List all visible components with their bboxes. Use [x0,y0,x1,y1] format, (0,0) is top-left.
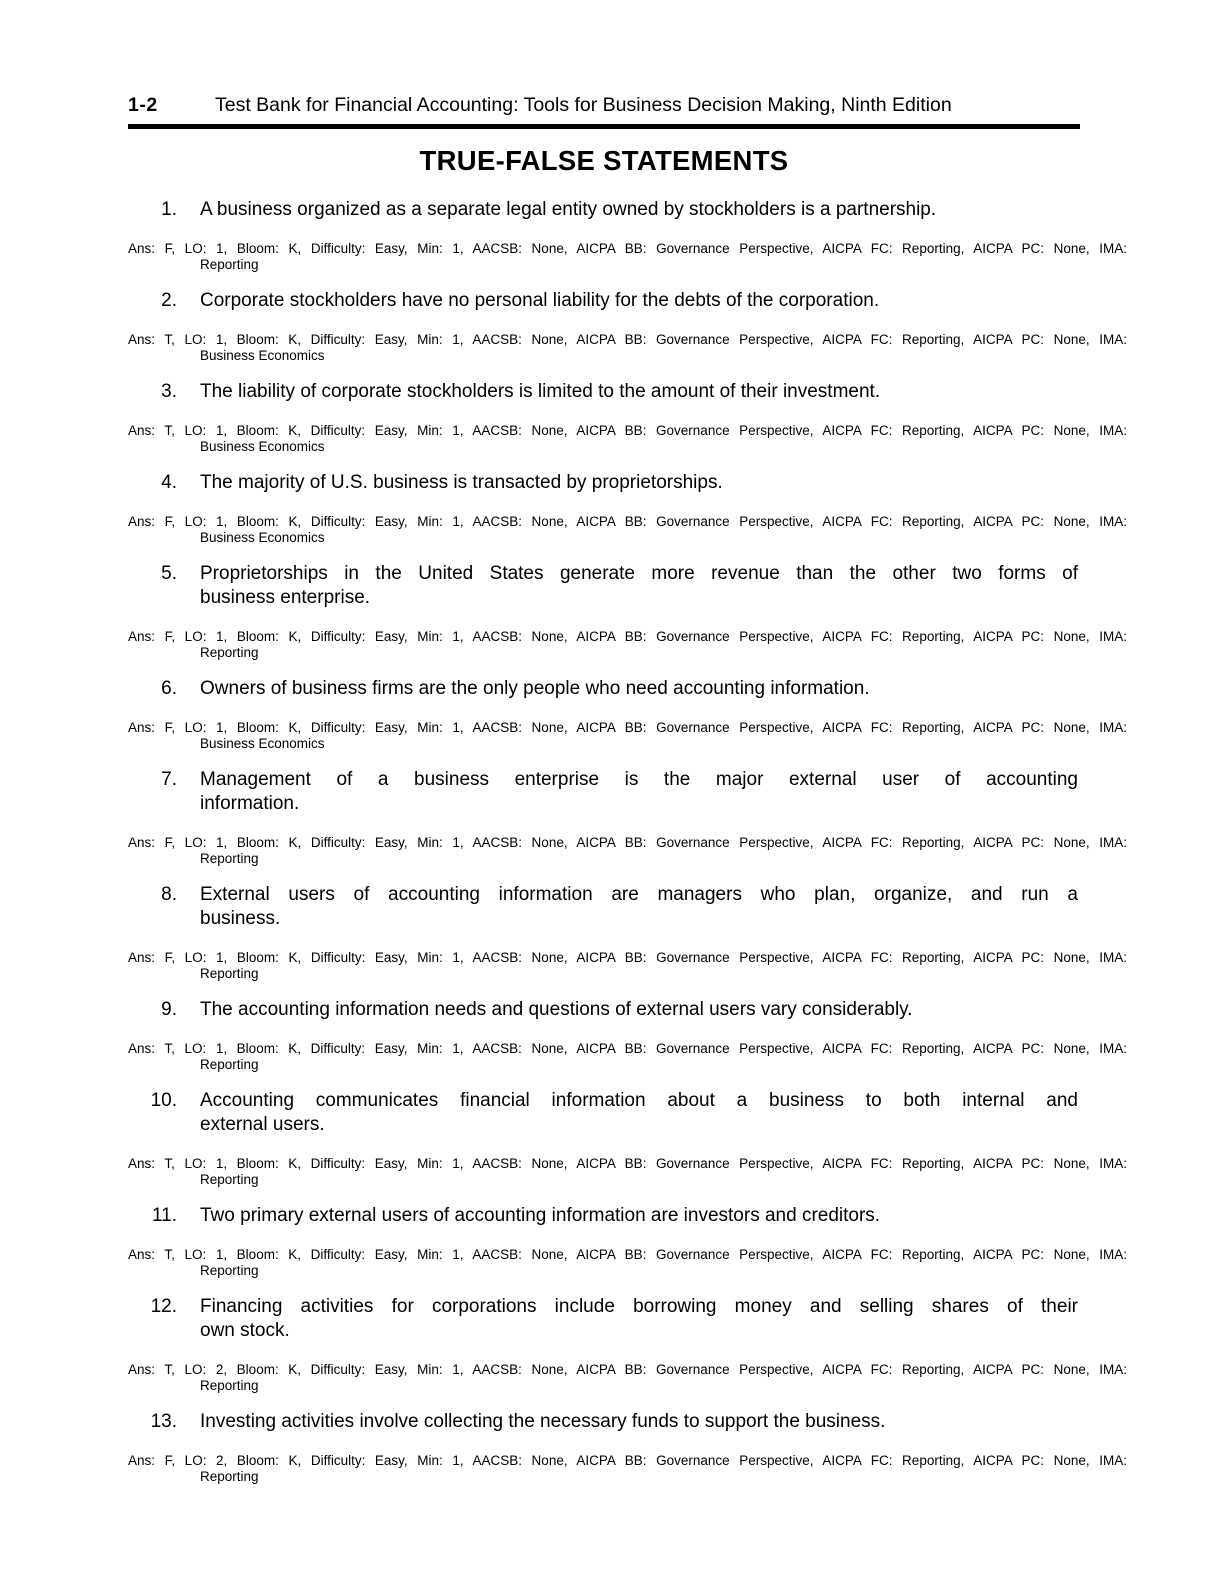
answer-metadata-ima: Reporting [200,1263,259,1278]
answer-metadata-ima: Reporting [200,1378,259,1393]
question-text [200,471,1078,495]
question-text [200,1295,1078,1343]
answer-metadata-line: Ans: T, LO: 1, Bloom: K, Difficulty: Easy, Min: 1, AACSB: None, AICPA BB: Governance Perspective, AICPA FC: Reporting, AICPA PC: None, IMA: [128,423,1127,438]
question-number: 11. [151,1205,177,1226]
question-row [128,1089,1224,1137]
question-text [200,1089,1078,1137]
answer-metadata [128,1362,1127,1394]
question-number: 6. [161,678,177,699]
question-item [0,380,1224,455]
answer-metadata [128,1453,1127,1485]
question-item [0,198,1224,273]
answer-metadata [128,720,1127,752]
question-text-line: Investing activities involve collecting the necessary funds to support the business. [200,1411,886,1432]
question-text-line: Financing activities for corporations include borrowing money and selling shares of their [200,1296,1078,1317]
question-text-line: The liability of corporate stockholders is limited to the amount of their investment. [200,381,881,402]
answer-metadata [128,514,1127,546]
answer-metadata-ima: Reporting [200,257,259,272]
answer-metadata-ima: Reporting [200,1172,259,1187]
answer-metadata-ima: Reporting [200,645,259,660]
answer-metadata [128,950,1127,982]
answer-metadata-ima: Business Economics [200,348,325,363]
question-number: 4. [161,472,177,493]
question-number: 13. [150,1411,177,1432]
answer-metadata-ima: Business Economics [200,439,325,454]
question-item [0,289,1224,364]
answer-metadata-ima: Business Economics [200,736,325,751]
question-text [200,562,1078,610]
question-item [0,677,1224,752]
question-text [200,1410,1078,1434]
question-row [128,289,1224,313]
answer-metadata-line: Ans: F, LO: 2, Bloom: K, Difficulty: Easy, Min: 1, AACSB: None, AICPA BB: Governance Perspective, AICPA FC: Reporting, AICPA PC: None, IMA: [128,1453,1127,1468]
question-text-line: external users. [200,1114,325,1135]
question-row [128,1204,1224,1228]
page-number: 1-2 [128,94,158,116]
question-item [0,1295,1224,1394]
answer-metadata-line: Ans: T, LO: 1, Bloom: K, Difficulty: Easy, Min: 1, AACSB: None, AICPA BB: Governance Perspective, AICPA FC: Reporting, AICPA PC: None, IMA: [128,1041,1127,1056]
question-text [200,998,1078,1022]
question-text [200,289,1078,313]
question-text-line: Accounting communicates financial information about a business to both internal and [200,1090,1078,1111]
question-text [200,677,1078,701]
answer-metadata-line: Ans: F, LO: 1, Bloom: K, Difficulty: Easy, Min: 1, AACSB: None, AICPA BB: Governance Perspective, AICPA FC: Reporting, AICPA PC: None, IMA: [128,720,1127,735]
question-row [128,1295,1224,1343]
question-row [128,883,1224,931]
answer-metadata [128,1247,1127,1279]
question-text [200,1204,1078,1228]
question-item [0,883,1224,982]
question-text [200,380,1078,404]
question-row [128,471,1224,495]
question-row [128,562,1224,610]
question-text-line: Two primary external users of accounting information are investors and creditors. [200,1205,881,1226]
running-title: Test Bank for Financial Accounting: Tools for Business Decision Making, Ninth Edition [215,94,952,116]
question-item [0,1204,1224,1279]
answer-metadata [128,629,1127,661]
answer-metadata-line: Ans: T, LO: 2, Bloom: K, Difficulty: Easy, Min: 1, AACSB: None, AICPA BB: Governance Perspective, AICPA FC: Reporting, AICPA PC: None, IMA: [128,1362,1127,1377]
question-row [128,677,1224,701]
answer-metadata-ima: Reporting [200,966,259,981]
header-divider [128,124,1080,129]
answer-metadata-line: Ans: F, LO: 1, Bloom: K, Difficulty: Easy, Min: 1, AACSB: None, AICPA BB: Governance Perspective, AICPA FC: Reporting, AICPA PC: None, IMA: [128,241,1127,256]
question-text-line: information. [200,793,300,814]
question-item [0,562,1224,661]
answer-metadata-line: Ans: F, LO: 1, Bloom: K, Difficulty: Easy, Min: 1, AACSB: None, AICPA BB: Governance Perspective, AICPA FC: Reporting, AICPA PC: None, IMA: [128,835,1127,850]
question-text-line: Corporate stockholders have no personal liability for the debts of the corporation. [200,290,880,311]
question-number: 9. [161,999,177,1020]
question-number: 5. [161,563,177,584]
question-number: 12. [150,1296,177,1317]
question-item [0,471,1224,546]
question-text [200,198,1078,222]
question-number: 8. [161,884,177,905]
question-row [128,198,1224,222]
question-item [0,1089,1224,1188]
answer-metadata-line: Ans: T, LO: 1, Bloom: K, Difficulty: Easy, Min: 1, AACSB: None, AICPA BB: Governance Perspective, AICPA FC: Reporting, AICPA PC: None, IMA: [128,1156,1127,1171]
question-text-line: business. [200,908,281,929]
answer-metadata [128,1156,1127,1188]
question-text-line: own stock. [200,1320,290,1341]
answer-metadata-line: Ans: T, LO: 1, Bloom: K, Difficulty: Easy, Min: 1, AACSB: None, AICPA BB: Governance Perspective, AICPA FC: Reporting, AICPA PC: None, IMA: [128,1247,1127,1262]
answer-metadata-ima: Reporting [200,1469,259,1484]
question-number: 7. [161,769,177,790]
question-text-line: Owners of business firms are the only people who need accounting information. [200,678,870,699]
question-number: 2. [161,290,177,311]
question-number: 10. [150,1090,177,1111]
answer-metadata-line: Ans: T, LO: 1, Bloom: K, Difficulty: Easy, Min: 1, AACSB: None, AICPA BB: Governance Perspective, AICPA FC: Reporting, AICPA PC: None, IMA: [128,332,1127,347]
answer-metadata-ima: Reporting [200,1057,259,1072]
answer-metadata-ima: Reporting [200,851,259,866]
question-item [0,1410,1224,1485]
answer-metadata [128,423,1127,455]
question-row [128,380,1224,404]
question-number: 1. [161,199,177,220]
answer-metadata [128,332,1127,364]
question-row [128,768,1224,816]
question-item [0,998,1224,1073]
question-text [200,883,1078,931]
question-text-line: A business organized as a separate legal entity owned by stockholders is a partnership. [200,199,937,220]
question-text-line: External users of accounting information are managers who plan, organize, and run a [200,884,1078,905]
question-text-line: Management of a business enterprise is the major external user of accounting [200,769,1078,790]
question-number: 3. [161,381,177,402]
answer-metadata [128,1041,1127,1073]
question-text-line: The accounting information needs and questions of external users vary considerably. [200,999,913,1020]
answer-metadata-line: Ans: F, LO: 1, Bloom: K, Difficulty: Easy, Min: 1, AACSB: None, AICPA BB: Governance Perspective, AICPA FC: Reporting, AICPA PC: None, IMA: [128,950,1127,965]
answer-metadata-line: Ans: F, LO: 1, Bloom: K, Difficulty: Easy, Min: 1, AACSB: None, AICPA BB: Governance Perspective, AICPA FC: Reporting, AICPA PC: None, IMA: [128,629,1127,644]
question-row [128,1410,1224,1434]
question-text-line: Proprietorships in the United States generate more revenue than the other two forms of [200,563,1078,584]
questions-list [0,198,1224,1485]
answer-metadata [128,241,1127,273]
answer-metadata [128,835,1127,867]
page-header [128,94,1080,116]
question-text-line: business enterprise. [200,587,371,608]
question-item [0,768,1224,867]
question-text [200,768,1078,816]
question-text-line: The majority of U.S. business is transacted by proprietorships. [200,472,723,493]
question-row [128,998,1224,1022]
section-title: TRUE-FALSE STATEMENTS [419,145,789,176]
answer-metadata-line: Ans: F, LO: 1, Bloom: K, Difficulty: Easy, Min: 1, AACSB: None, AICPA BB: Governance Perspective, AICPA FC: Reporting, AICPA PC: None, IMA: [128,514,1127,529]
answer-metadata-ima: Business Economics [200,530,325,545]
